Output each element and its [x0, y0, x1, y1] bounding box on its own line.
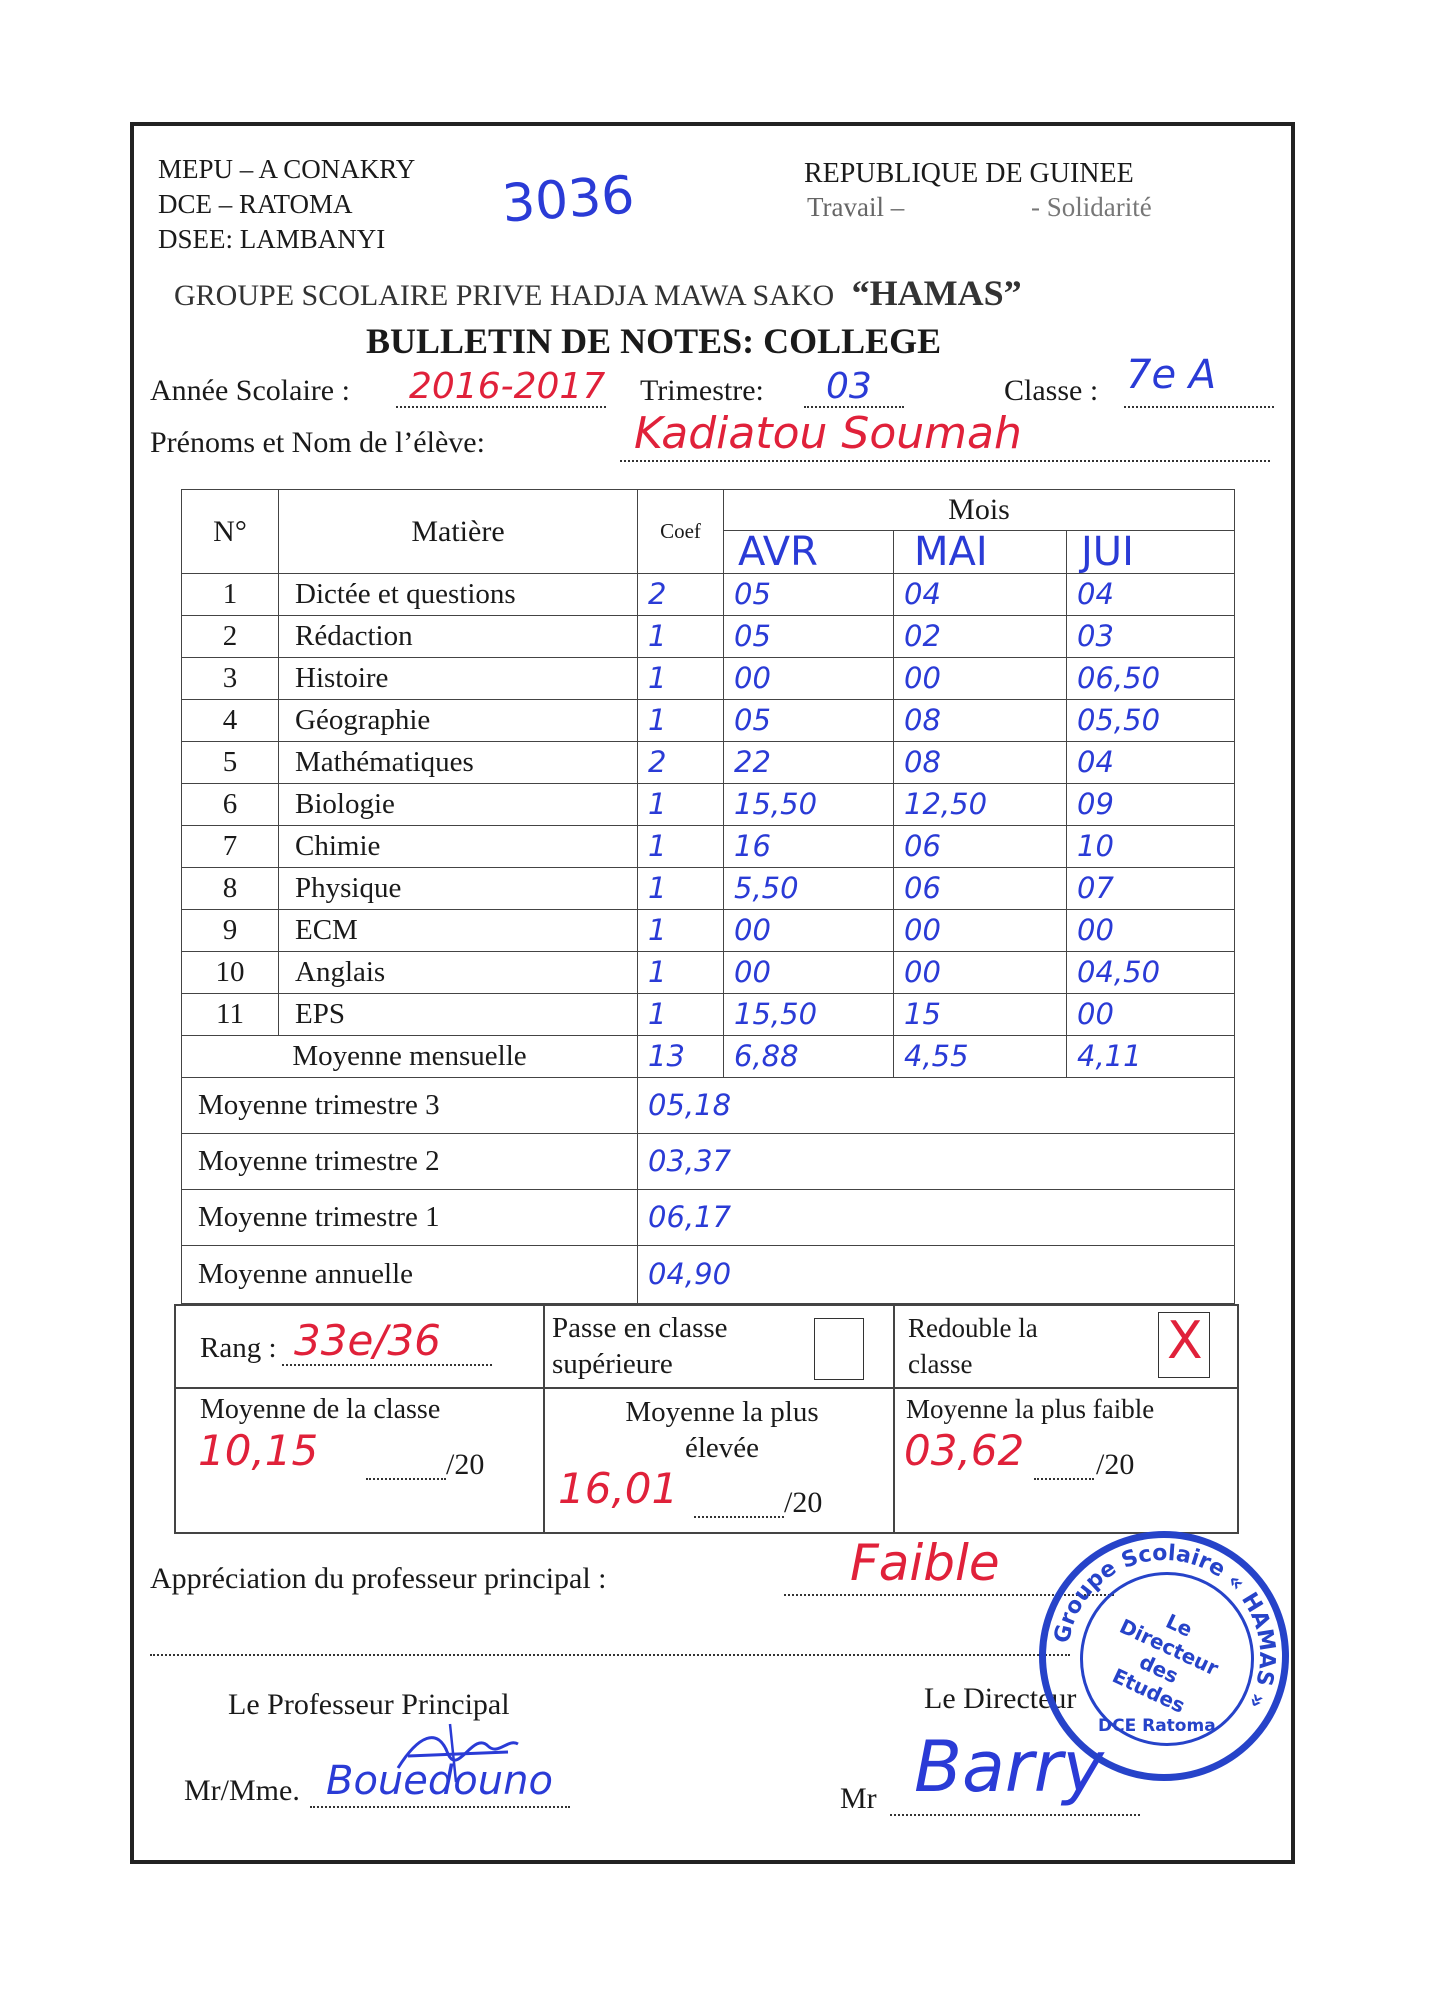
term3-average-value: 05,18 [638, 1078, 1235, 1134]
school-name [174, 272, 1022, 314]
row-grade-april: 15,50 [724, 994, 894, 1036]
row-number: 9 [182, 910, 279, 952]
row-coef: 2 [638, 742, 724, 784]
table-row [182, 742, 1235, 784]
row-subject: Mathématiques [279, 742, 638, 784]
handwritten-number: 3036 [500, 165, 637, 235]
lowest-average-value: 03,62 [904, 1426, 1025, 1475]
table-row [182, 994, 1235, 1036]
row-number: 5 [182, 742, 279, 784]
row-grade-june: 04 [1067, 742, 1235, 784]
class-average-value: 10,15 [198, 1426, 319, 1475]
row-subject: Biologie [279, 784, 638, 826]
row-coef: 1 [638, 910, 724, 952]
row-subject: Histoire [279, 658, 638, 700]
header-coef: Coef [638, 490, 724, 574]
lowest-average-label: Moyenne la plus faible [906, 1394, 1155, 1424]
row-number: 2 [182, 616, 279, 658]
monthly-average-may: 4,55 [894, 1036, 1067, 1078]
row-number: 6 [182, 784, 279, 826]
row-grade-june: 05,50 [1067, 700, 1235, 742]
student-name-value: Kadiatou Soumah [634, 408, 1022, 459]
table-row [182, 574, 1235, 616]
row-grade-may: 00 [894, 658, 1067, 700]
row-coef: 1 [638, 784, 724, 826]
school-stamp [1039, 1531, 1289, 1781]
row-grade-april: 00 [724, 910, 894, 952]
monthly-average-label: Moyenne mensuelle [182, 1036, 638, 1078]
row-subject: Anglais [279, 952, 638, 994]
table-row [182, 952, 1235, 994]
monthly-average-june: 4,11 [1067, 1036, 1235, 1078]
row-grade-june: 09 [1067, 784, 1235, 826]
row-grade-april: 00 [724, 658, 894, 700]
lowest-average-over: /20 [1096, 1448, 1135, 1481]
class-average-label: Moyenne de la classe [200, 1394, 441, 1425]
row-coef: 1 [638, 616, 724, 658]
table-row [182, 784, 1235, 826]
stamp-center-label: Le Directeur des Etudes [1108, 1608, 1223, 1718]
rank-value: 33e/36 [294, 1316, 441, 1365]
rank-label: Rang : [200, 1332, 277, 1364]
appreciation-label: Appréciation du professeur principal : [150, 1562, 607, 1595]
dce-line: DCE – RATOMA [158, 189, 353, 219]
highest-average-value: 16,01 [558, 1464, 679, 1513]
term2-average-label: Moyenne trimestre 2 [182, 1134, 638, 1190]
class-label: Classe : [1004, 374, 1099, 407]
row-grade-may: 06 [894, 868, 1067, 910]
row-grade-may: 04 [894, 574, 1067, 616]
director-title: Le Directeur [924, 1682, 1077, 1715]
class-average-over: /20 [446, 1448, 485, 1481]
row-grade-june: 00 [1067, 910, 1235, 952]
pass-label-line2: supérieure [552, 1348, 673, 1380]
pass-label-line1: Passe en classe [552, 1312, 728, 1344]
row-subject: EPS [279, 994, 638, 1036]
row-grade-june: 07 [1067, 868, 1235, 910]
row-coef: 1 [638, 952, 724, 994]
monthly-coef-total: 13 [638, 1036, 724, 1078]
annual-average-value: 04,90 [638, 1246, 1235, 1304]
row-subject: Géographie [279, 700, 638, 742]
row-subject: Chimie [279, 826, 638, 868]
row-grade-april: 00 [724, 952, 894, 994]
row-coef: 1 [638, 700, 724, 742]
ministry-block [158, 152, 415, 257]
ministry-line: MEPU – A CONAKRY [158, 154, 416, 184]
school-full-name: GROUPE SCOLAIRE PRIVE HADJA MAWA SAKO [174, 279, 835, 312]
row-subject: Rédaction [279, 616, 638, 658]
stamp-ring-label: Groupe Scolaire « HAMAS » [1049, 1540, 1280, 1713]
row-grade-april: 16 [724, 826, 894, 868]
row-subject: ECM [279, 910, 638, 952]
grades-table [181, 489, 1235, 1304]
appreciation-value: Faible [850, 1534, 1000, 1592]
row-grade-june: 06,50 [1067, 658, 1235, 700]
term-label: Trimestre: [640, 374, 764, 407]
row-coef: 2 [638, 574, 724, 616]
class-value: 7e A [1126, 352, 1217, 398]
row-grade-april: 05 [724, 700, 894, 742]
row-grade-june: 03 [1067, 616, 1235, 658]
header-no: N° [182, 490, 279, 574]
row-grade-april: 05 [724, 574, 894, 616]
highest-label-line2: élevée [684, 1432, 760, 1464]
table-row [182, 658, 1235, 700]
row-grade-may: 06 [894, 826, 1067, 868]
repeat-label [908, 1310, 1038, 1382]
term3-average-label: Moyenne trimestre 3 [182, 1078, 638, 1134]
pass-checkbox[interactable] [814, 1318, 864, 1380]
row-subject: Dictée et questions [279, 574, 638, 616]
table-row [182, 910, 1235, 952]
row-grade-may: 00 [894, 910, 1067, 952]
stamp-bottom-label: DCE Ratoma [1098, 1716, 1216, 1736]
highest-average-label [552, 1394, 892, 1466]
row-number: 4 [182, 700, 279, 742]
highest-label-line1: Moyenne la plus [625, 1396, 819, 1428]
annual-average-label: Moyenne annuelle [182, 1246, 638, 1304]
table-row [182, 826, 1235, 868]
repeat-check-mark: X [1167, 1311, 1203, 1371]
school-acronym: “HAMAS” [851, 273, 1022, 313]
row-number: 10 [182, 952, 279, 994]
month-may: MAI [894, 531, 1067, 574]
row-number: 7 [182, 826, 279, 868]
row-grade-may: 12,50 [894, 784, 1067, 826]
row-number: 3 [182, 658, 279, 700]
row-subject: Physique [279, 868, 638, 910]
row-grade-may: 08 [894, 742, 1067, 784]
row-grade-june: 04,50 [1067, 952, 1235, 994]
director-name: Barry [914, 1726, 1104, 1808]
row-grade-may: 02 [894, 616, 1067, 658]
header-month: Mois [724, 490, 1235, 531]
term1-average-value: 06,17 [638, 1190, 1235, 1246]
report-card [130, 122, 1295, 1864]
repeat-label-line2: classe [908, 1349, 973, 1379]
header-subject: Matière [279, 490, 638, 574]
teacher-title: Le Professeur Principal [228, 1688, 510, 1721]
year-value: 2016-2017 [409, 366, 606, 407]
repeat-checkbox[interactable] [1158, 1312, 1210, 1378]
year-label: Année Scolaire : [150, 374, 350, 407]
repeat-label-line1: Redouble la [908, 1313, 1038, 1343]
term1-average-label: Moyenne trimestre 1 [182, 1190, 638, 1246]
pass-label [552, 1310, 728, 1382]
row-grade-june: 10 [1067, 826, 1235, 868]
motto-right: - Solidarité [1031, 192, 1152, 222]
republic-title: REPUBLIQUE DE GUINEE [804, 158, 1134, 189]
row-grade-april: 22 [724, 742, 894, 784]
teacher-name-label: Mr/Mme. [184, 1774, 300, 1807]
row-coef: 1 [638, 868, 724, 910]
row-number: 1 [182, 574, 279, 616]
row-grade-may: 15 [894, 994, 1067, 1036]
director-name-label: Mr [840, 1782, 877, 1815]
term-value: 03 [826, 366, 872, 407]
row-coef: 1 [638, 658, 724, 700]
month-april: AVR [724, 531, 894, 574]
table-row [182, 616, 1235, 658]
row-coef: 1 [638, 994, 724, 1036]
teacher-name: Bouedouno [326, 1758, 553, 1804]
motto-left: Travail – [807, 192, 905, 222]
term2-average-value: 03,37 [638, 1134, 1235, 1190]
row-coef: 1 [638, 826, 724, 868]
row-grade-june: 00 [1067, 994, 1235, 1036]
row-grade-may: 08 [894, 700, 1067, 742]
student-name-label: Prénoms et Nom de l’élève: [150, 426, 485, 459]
row-grade-june: 04 [1067, 574, 1235, 616]
row-grade-april: 5,50 [724, 868, 894, 910]
monthly-average-april: 6,88 [724, 1036, 894, 1078]
document-title: BULLETIN DE NOTES: COLLEGE [366, 321, 942, 361]
table-row [182, 868, 1235, 910]
row-grade-may: 00 [894, 952, 1067, 994]
highest-average-over: /20 [784, 1486, 823, 1519]
dsee-line: DSEE: LAMBANYI [158, 224, 386, 254]
row-grade-april: 15,50 [724, 784, 894, 826]
row-grade-april: 05 [724, 616, 894, 658]
table-row [182, 700, 1235, 742]
month-june: JUI [1067, 531, 1235, 574]
row-number: 11 [182, 994, 279, 1036]
row-number: 8 [182, 868, 279, 910]
